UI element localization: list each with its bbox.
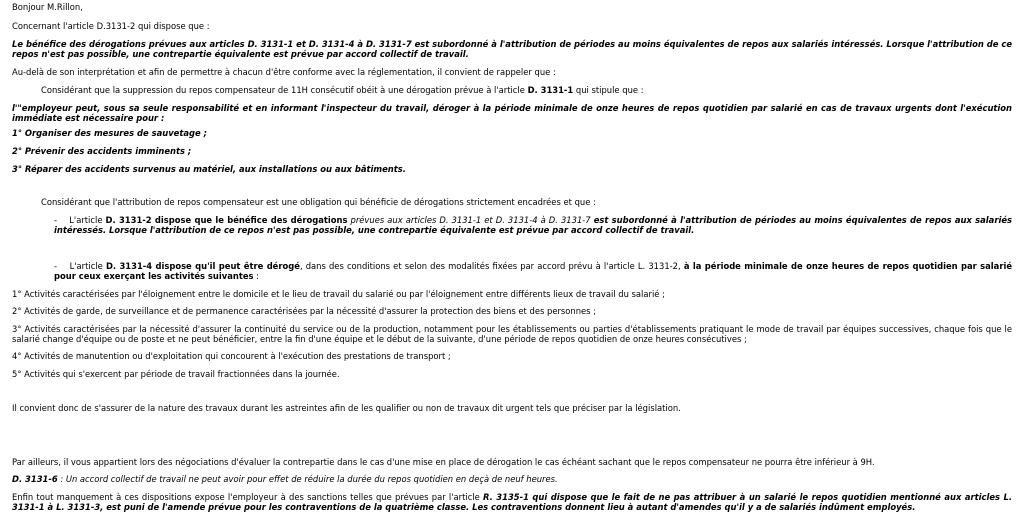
considerant-text: Considérant que la suppression du repos compensateur de 11H consécutif obéit à une dérogation prévue à l'article	[41, 85, 528, 95]
quote-text: Le bénéfice des dérogations prévues aux articles D. 3131-1 et D. 3131-4 à D. 3131-7 est subordonné à l'attribution de périodes au moins équivalentes de repos aux salariés intéressés. Lorsque l'attribution de ce repos n'est pas possible, une contrepartie équivalente est prévue par accord collectif de travail.	[12, 39, 1012, 59]
item-text: 2° Prévenir des accidents imminents ;	[12, 146, 192, 156]
quote-text: l'"employeur peut, sous sa seule responsabilité et en informant l'inspecteur du travail, déroger à la période minimale de onze heures de repos quotidien par salarié en cas de travaux urgents dont l'exécution immédiate est nécessaire pour :	[12, 103, 1012, 123]
bullet-colon: :	[253, 270, 259, 281]
bullet-bold-end: à la période minimale de onze heures de repos quotidien par salarié pour ceux exerçant les activités suivantes	[54, 261, 1012, 281]
reminder-intro: Au-delà de son interprétation et afin de permettre à chacun d'être conforme avec la réglementation, il convient de rappeler que :	[12, 67, 556, 77]
activity-4: 4° Activités de manutention ou d'exploitation qui concourent à l'exécution des prestations de transport ;	[12, 351, 451, 361]
greeting: Bonjour M.Rillon,	[12, 2, 83, 12]
activity-3: 3° Activités caractérisées par la nécessité d'assurer la continuité du service ou de la production, notamment pour les établissements ou parties d'établissements pratiquant le mode de travail par équipes successives, chaque fois que le salarié change d'équipe ou de poste et ne peut bénéficier, entre la fin d'une équipe et le début de la suivante, d'une période de repos quotidien de onze heures consécutives ;	[12, 324, 1012, 344]
sanctions-text: Enfin tout manquement à ces dispositions expose l'employeur à des sanctions telles que prévues par l'article	[12, 492, 484, 502]
article-text: : Un accord collectif de travail ne peut avoir pour effet de réduire la durée du repos quotidien en deçà de neuf heures.	[57, 474, 558, 484]
bullet-bold: D. 3131-4 dispose qu'il peut être dérogé	[105, 261, 300, 271]
considerant-d3131-1	[41, 86, 1012, 96]
urgent-item-2	[12, 147, 1012, 157]
bullet-bold-italic: est subordonné à l'attribution de périodes au moins équivalentes de repos aux salariés intéressés. Lorsque l'attribution de ce repos n'est pas possible, une contrepartie équivalente est prévue par accord collectif de travail.	[54, 215, 1013, 235]
bullet-d3131-4	[54, 262, 1012, 281]
activity-1: 1° Activités caractérisées par l'éloignement entre le domicile et le lieu de travail du salarié ou par l'éloignement entre différents lieux de travail du salarié ;	[12, 289, 665, 299]
article-ref: D. 3131-1	[527, 85, 574, 95]
article-quote-d3131-2	[12, 40, 1012, 59]
dash-marker: -	[54, 215, 58, 225]
item-text: 1° Organiser des mesures de sauvetage ;	[12, 128, 207, 138]
article-ref: D. 3131-6	[12, 474, 58, 484]
article-d3131-6	[12, 475, 1012, 485]
activity-2: 2° Activités de garde, de surveillance et de permanence caractérisées par la nécessité d'assurer la protection des biens et des personnes ;	[12, 306, 597, 316]
intro-article-ref: Concernant l'article D.3131-2 qui dispose que :	[12, 21, 210, 31]
activity-5: 5° Activités qui s'exercent par période de travail fractionnées dans la journée.	[12, 369, 340, 379]
urgent-item-1	[12, 129, 1012, 139]
dash-marker: -	[54, 261, 58, 271]
urgent-item-3	[12, 165, 1012, 175]
conclusion: Il convient donc de s'assurer de la nature des travaux durant les astreintes afin de les qualifier ou non de travaux dit urgent tels que préciser par la législation.	[12, 403, 681, 413]
considerant-obligation: Considérant que l'attribution de repos compensateur est une obligation qui bénéficie de dérogations strictement encadrées et que :	[41, 197, 596, 207]
sanctions-paragraph	[12, 493, 1012, 512]
bullet-text: L'article	[69, 261, 106, 271]
considerant-text-end: qui stipule que :	[573, 85, 644, 95]
bullet-italic: prévues aux articles D. 3131-1 et D. 3131-4 à D. 3131-7	[347, 215, 594, 225]
bullet-d3131-2	[54, 216, 1012, 235]
bullet-text-mid: , dans des conditions et selon des modalités fixées par accord prévu à l'article L. 3131-2,	[299, 261, 684, 271]
negotiation-note: Par ailleurs, il vous appartient lors des négociations d'évaluer la contrepartie dans le cas d'une mise en place de dérogation le cas échéant sachant que le repos compensateur ne pourra être inférieur à 9H.	[12, 457, 875, 467]
sanctions-quote: R. 3135-1 qui dispose que le fait de ne pas attribuer à un salarié le repos quotidien mentionné aux articles L. 3131-1 à L. 3131-3, est puni de l'amende prévue pour les contraventions de la quatrième classe. Les contraventions donnent lieu à autant d'amendes qu'il y a de salariés indûment employés.	[12, 492, 1013, 512]
bullet-bold: D. 3131-2 dispose que le bénéfice des dérogations	[105, 215, 348, 225]
article-quote-d3131-1	[12, 104, 1012, 123]
item-text: 3° Réparer des accidents survenus au matériel, aux installations ou aux bâtiments.	[12, 164, 406, 174]
bullet-text: L'article	[69, 215, 106, 225]
